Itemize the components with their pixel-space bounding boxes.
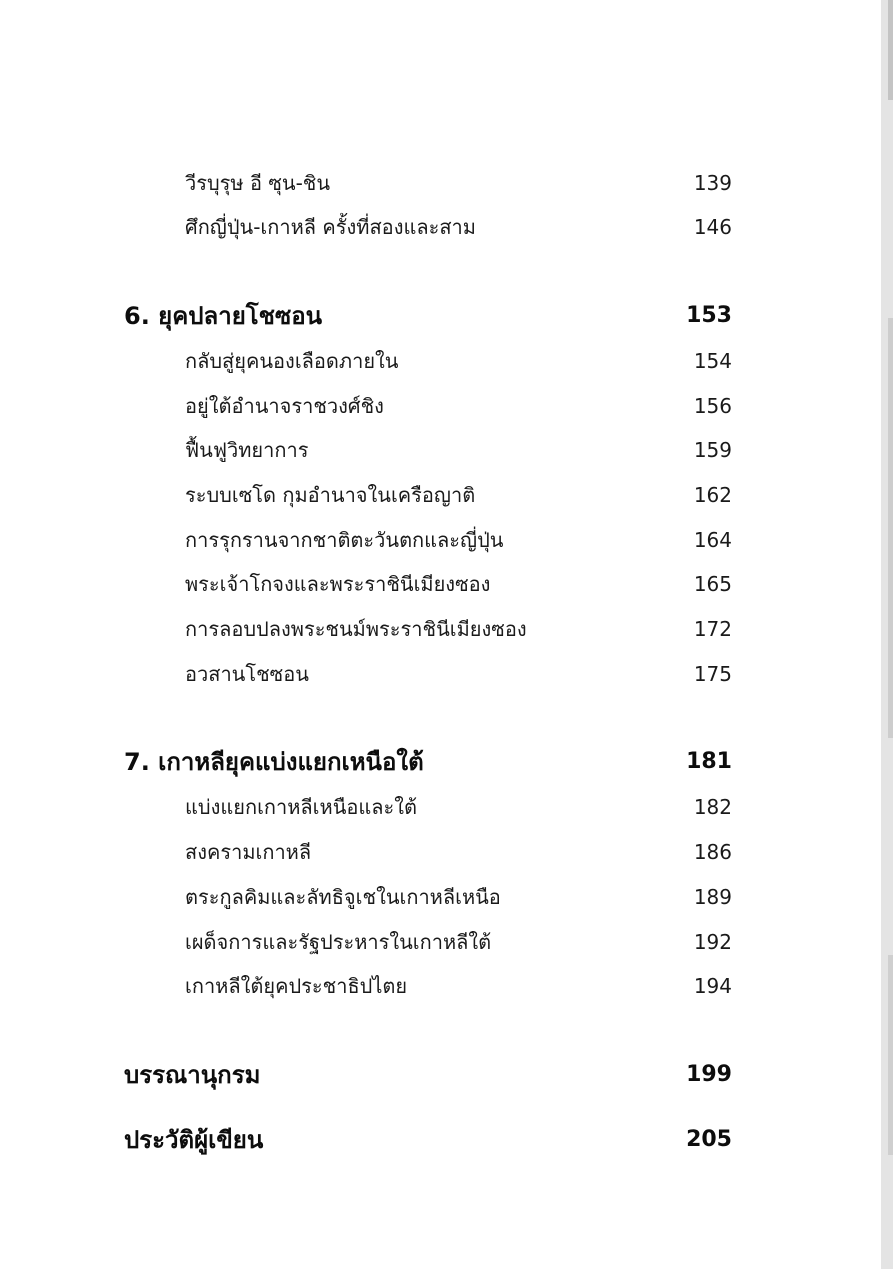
toc-entry-page: 172 [693, 617, 732, 641]
toc-entry-title: เผด็จการและรัฐประหารในเกาหลีใต้ [185, 930, 492, 954]
toc-entry-page: 139 [693, 171, 732, 195]
toc-entry-page: 159 [693, 438, 732, 462]
toc-entry[interactable] [0, 877, 880, 917]
toc-author-bio[interactable] [0, 1120, 880, 1160]
toc-entry-title: ฟื้นฟูวิทยาการ [185, 438, 309, 462]
toc-entry[interactable] [0, 386, 880, 426]
chapter-page: 153 [686, 303, 732, 328]
scrollbar-thumb[interactable] [888, 0, 893, 100]
toc-entry-page: 194 [693, 974, 732, 998]
toc-entry-title: การรุกรานจากชาติตะวันตกและญี่ปุ่น [185, 528, 504, 552]
toc-entry[interactable] [0, 966, 880, 1006]
toc-entry-page: 175 [693, 662, 732, 686]
toc-entry[interactable] [0, 520, 880, 560]
toc-entry-page: 165 [693, 572, 732, 596]
toc-entry-title: สงครามเกาหลี [185, 840, 312, 864]
toc-entry-page: 182 [693, 795, 732, 819]
toc-entry[interactable] [0, 787, 880, 827]
chapter-title: 7. เกาหลียุคแบ่งแยกเหนือใต้ [124, 748, 424, 776]
toc-entry-title: อวสานโชซอน [185, 662, 309, 686]
toc-entry[interactable] [0, 163, 880, 203]
chapter-title: บรรณานุกรม [124, 1061, 261, 1089]
vertical-scrollbar[interactable] [881, 0, 893, 1269]
chapter-page: 199 [686, 1062, 732, 1087]
toc-entry-page: 164 [693, 528, 732, 552]
toc-entry-title: ตระกูลคิมและลัทธิจูเชในเกาหลีเหนือ [185, 885, 501, 909]
chapter-page: 205 [686, 1127, 732, 1152]
scrollbar-track-segment [888, 318, 893, 738]
toc-entry-title: อยู่ใต้อำนาจราชวงศ์ชิง [185, 394, 384, 418]
scrollbar-track-segment [888, 955, 893, 1155]
toc-entry-title: แบ่งแยกเกาหลีเหนือและใต้ [185, 795, 418, 819]
chapter-page: 181 [686, 749, 732, 774]
toc-entry[interactable] [0, 922, 880, 962]
chapter-title: ประวัติผู้เขียน [124, 1126, 264, 1154]
toc-bibliography[interactable] [0, 1055, 880, 1095]
toc-entry-page: 186 [693, 840, 732, 864]
toc-entry-title: วีรบุรุษ อี ซุน-ชิน [185, 171, 331, 195]
toc-entry[interactable] [0, 609, 880, 649]
toc-entry[interactable] [0, 654, 880, 694]
toc-entry-page: 146 [693, 215, 732, 239]
toc-entry[interactable] [0, 430, 880, 470]
toc-chapter-6[interactable] [0, 296, 880, 336]
toc-entry-page: 156 [693, 394, 732, 418]
toc-entry-title: เกาหลีใต้ยุคประชาธิปไตย [185, 974, 408, 998]
toc-entry-page: 154 [693, 349, 732, 373]
toc-entry-title: กลับสู่ยุคนองเลือดภายใน [185, 349, 399, 373]
toc-entry[interactable] [0, 207, 880, 247]
toc-chapter-7[interactable] [0, 742, 880, 782]
toc-entry-page: 189 [693, 885, 732, 909]
toc-entry[interactable] [0, 564, 880, 604]
toc-entry-page: 192 [693, 930, 732, 954]
chapter-title: 6. ยุคปลายโชซอน [124, 302, 323, 330]
toc-entry[interactable] [0, 832, 880, 872]
toc-entry-title: ระบบเซโด กุมอำนาจในเครือญาติ [185, 483, 476, 507]
toc-entry-title: การลอบปลงพระชนม์พระราชินีเมียงซอง [185, 617, 527, 641]
toc-entry-title: พระเจ้าโกจงและพระราชินีเมียงซอง [185, 572, 491, 596]
toc-entry-title: ศึกญี่ปุ่น-เกาหลี ครั้งที่สองและสาม [185, 215, 476, 239]
toc-entry-page: 162 [693, 483, 732, 507]
toc-entry[interactable] [0, 475, 880, 515]
toc-entry[interactable] [0, 341, 880, 381]
